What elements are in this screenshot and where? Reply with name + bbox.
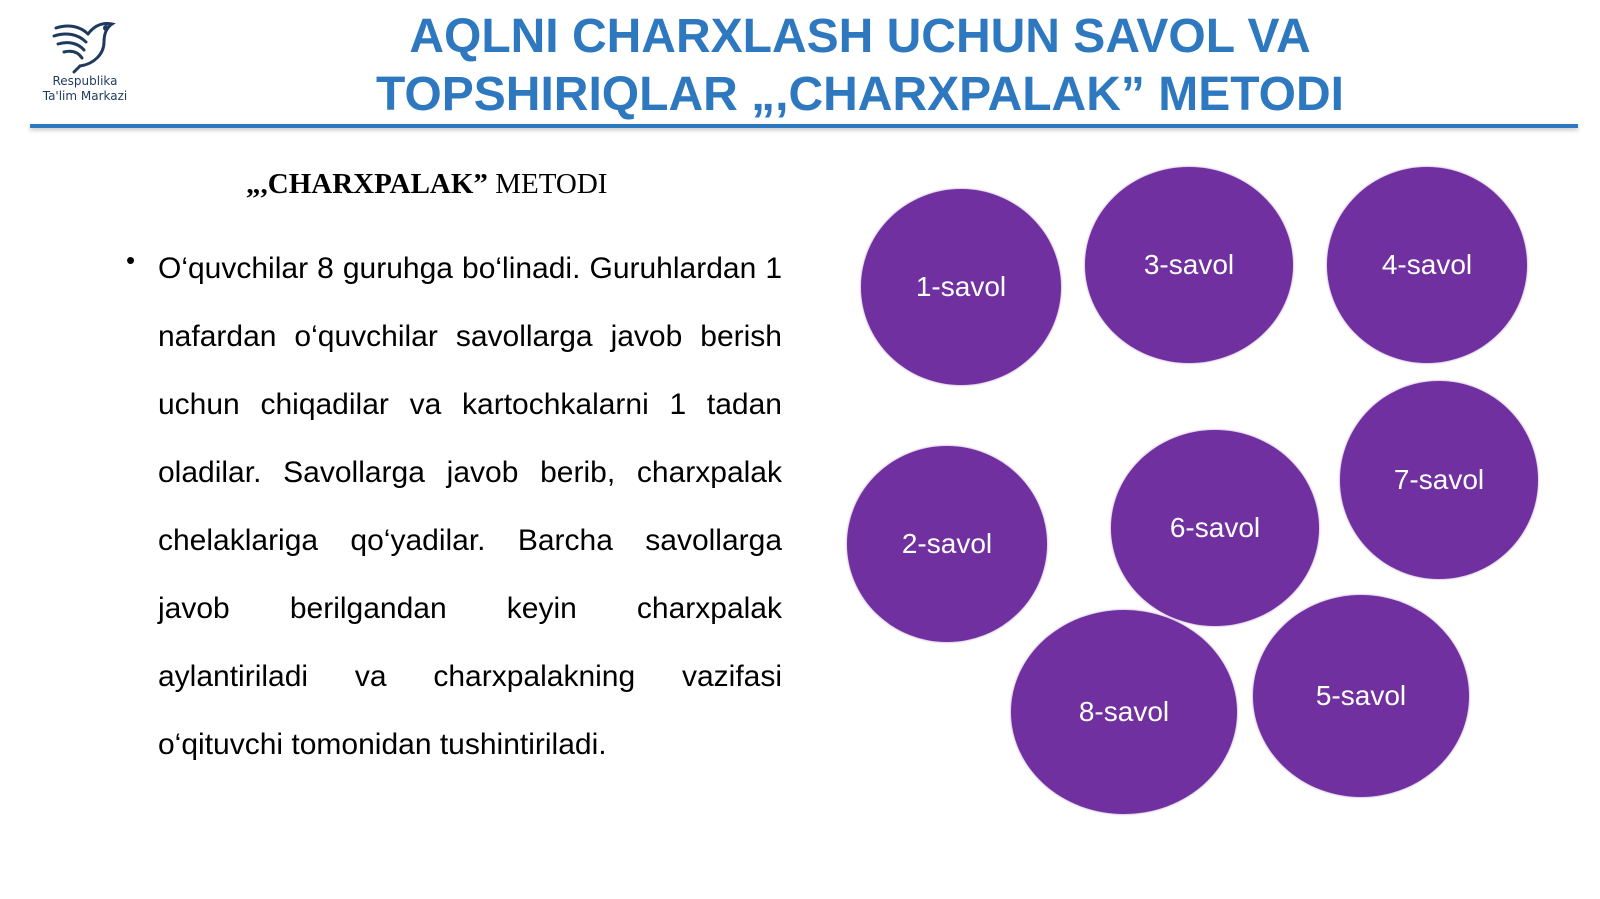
slide-title	[250, 8, 1470, 124]
title-line-2: TOPSHIRIQLAR „,CHARXPALAK” METODI	[375, 68, 1345, 121]
logo-line-2: Ta'lim Markazi	[42, 89, 128, 103]
circle-question-4: 4-savol	[1327, 167, 1527, 363]
circle-question-7: 7-savol	[1340, 381, 1538, 579]
bird-logo-icon	[50, 14, 120, 74]
subtitle-rest: METODI	[487, 168, 608, 200]
title-divider	[30, 124, 1578, 128]
logo-line-1: Respublika	[52, 74, 118, 88]
circle-question-6: 6-savol	[1111, 430, 1319, 626]
circle-question-5: 5-savol	[1253, 595, 1469, 797]
logo	[30, 14, 140, 104]
subtitle-bold: „,CHARXPALAK”	[246, 168, 488, 200]
circle-question-2: 2-savol	[847, 446, 1047, 642]
section-subtitle	[246, 168, 607, 201]
circle-question-1: 1-savol	[861, 189, 1061, 385]
circle-question-3: 3-savol	[1085, 167, 1293, 363]
title-line-1: AQLNI CHARXLASH UCHUN SAVOL VA	[409, 10, 1311, 63]
circle-question-8: 8-savol	[1011, 610, 1237, 814]
bullet-text: O‘quvchilar 8 guruhga bo‘linadi. Guruhlardan 1 nafardan o‘quvchilar savollarga javob berish uchun chiqadilar va kartochkalarni 1 tadan oladilar. Savollarga javob berib, charxpalak chelaklariga qo‘yadilar. Barcha savollarga javob berilgandan keyin charxpalak aylantiriladi va charxpalakning vazifasi o‘qituvchi tomonidan tushintiriladi.	[158, 252, 782, 761]
bullet-icon: •	[126, 245, 136, 275]
